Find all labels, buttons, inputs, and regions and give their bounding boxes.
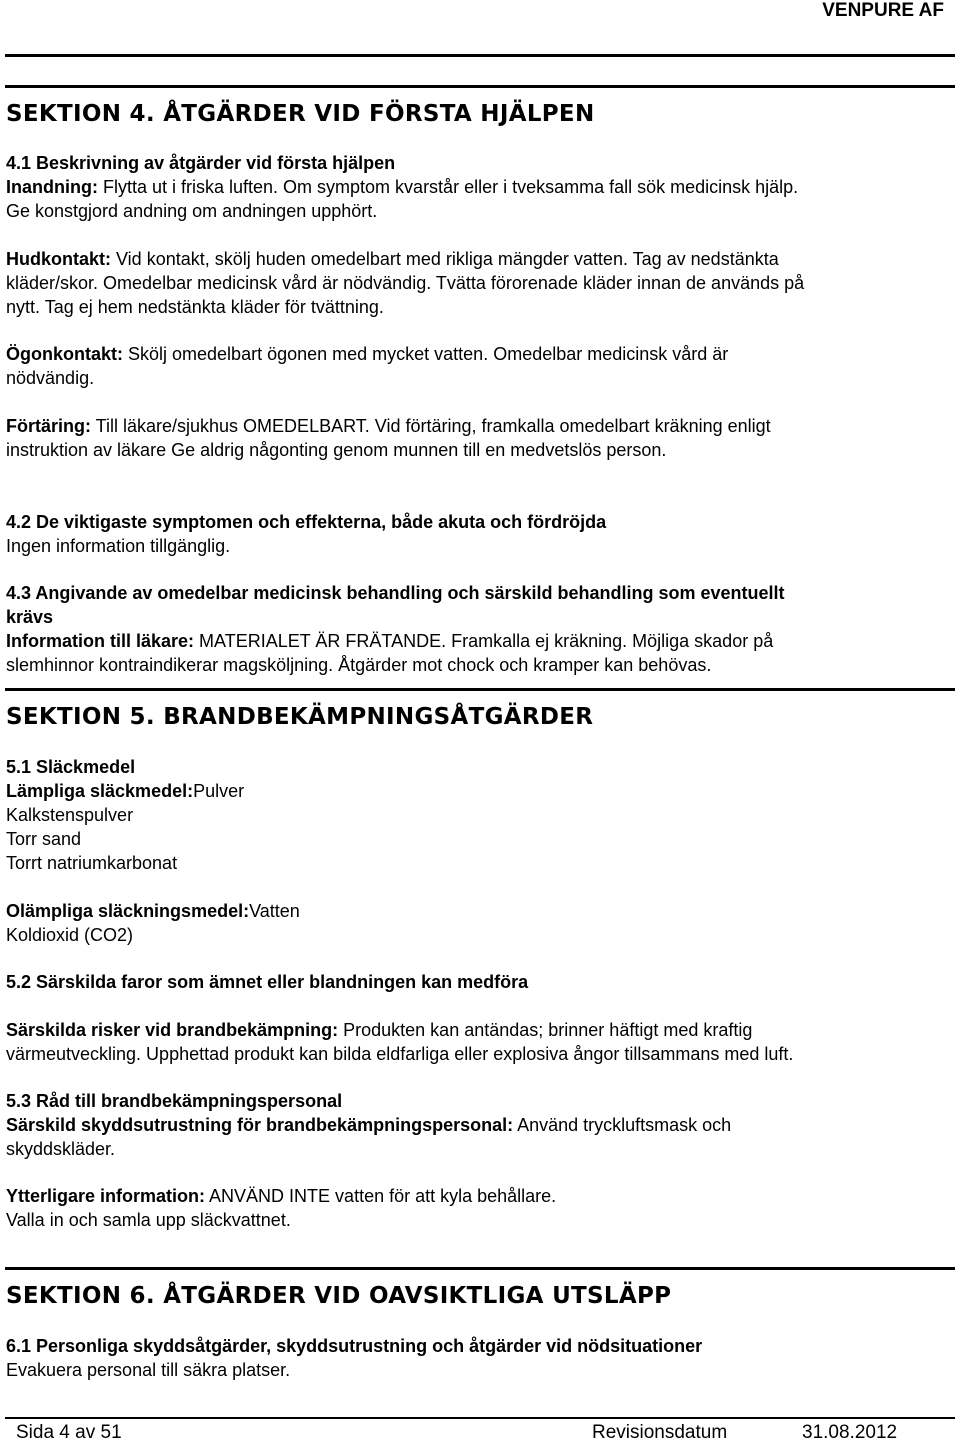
- ogonkontakt-label: Ögonkontakt:: [6, 344, 123, 364]
- s6-1-text: Evakuera personal till säkra platser.: [6, 1360, 291, 1380]
- hudkontakt-text-1: Vid kontakt, skölj huden omedelbart med rikliga mängder vatten. Tag av nedstänkta: [111, 249, 779, 269]
- fortaring-label: Förtäring:: [6, 416, 91, 436]
- skydd-line-1: [6, 1113, 731, 1137]
- lampliga-line-1: [6, 779, 244, 803]
- olampliga-line-2: Koldioxid (CO2): [6, 925, 134, 945]
- hudkontakt-label: Hudkontakt:: [6, 249, 111, 269]
- section-5-title: SEKTION 5. BRANDBEKÄMPNINGSÅTGÄRDER: [6, 704, 594, 730]
- s4-1-heading: 4.1 Beskrivning av åtgärder vid första hjälpen: [6, 153, 396, 173]
- ytterligare-text-1: ANVÄND INTE vatten för att kyla behållare.: [205, 1186, 557, 1206]
- fortaring-text-1: Till läkare/sjukhus OMEDELBART. Vid förtäring, framkalla omedelbart kräkning enligt: [91, 416, 771, 436]
- footer-page-number: Sida 4 av 51: [16, 1422, 122, 1443]
- skydd-text-1: Använd tryckluftsmask och: [513, 1115, 732, 1135]
- lampliga-text-1: Pulver: [193, 781, 245, 801]
- lampliga-line-2: Kalkstenspulver: [6, 805, 134, 825]
- inandning-line-2: Ge konstgjord andning om andningen upphört.: [6, 201, 378, 221]
- ytterligare-line-2: Valla in och samla upp släckvattnet.: [6, 1210, 291, 1230]
- section-6-top-rule: [5, 1267, 955, 1270]
- ytterligare-label: Ytterligare information:: [6, 1186, 206, 1206]
- info-lakare-line-1: [6, 629, 773, 653]
- header-brand: VENPURE AF: [822, 0, 944, 21]
- header-rule: [5, 54, 955, 57]
- ogonkontakt-text-1: Skölj omedelbart ögonen med mycket vatten. Omedelbar medicinsk vård är: [123, 344, 729, 364]
- inandning-line-1: [6, 175, 798, 199]
- ytterligare-line-1: [6, 1184, 556, 1208]
- olampliga-text-1: Vatten: [249, 901, 300, 921]
- section-4-top-rule: [5, 85, 955, 88]
- fortaring-line-2: instruktion av läkare Ge aldrig någonting genom munnen till en medvetslös person.: [6, 440, 667, 460]
- olampliga-line-1: [6, 899, 300, 923]
- risker-text-1: Produkten kan antändas; brinner häftigt med kraftig: [338, 1020, 753, 1040]
- s4-2-heading: 4.2 De viktigaste symptomen och effekterna, både akuta och fördröjda: [6, 512, 607, 532]
- olampliga-label: Olämpliga släckningsmedel:: [6, 901, 250, 921]
- section-4-title: SEKTION 4. ÅTGÄRDER VID FÖRSTA HJÄLPEN: [6, 101, 595, 127]
- info-lakare-text-1: MATERIALET ÄR FRÄTANDE. Framkalla ej kräkning. Möjliga skador på: [194, 631, 774, 651]
- risker-line-2: värmeutveckling. Upphettad produkt kan bilda eldfarliga eller explosiva ångor tillsammans med luft.: [6, 1044, 794, 1064]
- footer-revision-label: Revisionsdatum: [592, 1422, 728, 1443]
- s4-2-text: Ingen information tillgänglig.: [6, 536, 231, 556]
- hudkontakt-line-2: kläder/skor. Omedelbar medicinsk vård är nödvändig. Tvätta förorenade kläder innan de används på: [6, 273, 805, 293]
- s4-3-heading-line-2: krävs: [6, 607, 54, 627]
- risker-label: Särskilda risker vid brandbekämpning:: [6, 1020, 339, 1040]
- s6-1-heading: 6.1 Personliga skyddsåtgärder, skyddsutrustning och åtgärder vid nödsituationer: [6, 1336, 703, 1356]
- hudkontakt-line-3: nytt. Tag ej hem nedstänkta kläder för tvättning.: [6, 297, 384, 317]
- lampliga-line-4: Torrt natriumkarbonat: [6, 853, 178, 873]
- s5-1-heading: 5.1 Släckmedel: [6, 757, 136, 777]
- s5-3-heading: 5.3 Råd till brandbekämpningspersonal: [6, 1091, 343, 1111]
- skydd-line-2: skyddskläder.: [6, 1139, 116, 1159]
- lampliga-line-3: Torr sand: [6, 829, 82, 849]
- ogonkontakt-line-1: [6, 342, 728, 366]
- inandning-text-1: Flytta ut i friska luften. Om symptom kvarstår eller i tveksamma fall sök medicinsk hjälp.: [97, 177, 799, 197]
- section-6-title: SEKTION 6. ÅTGÄRDER VID OAVSIKTLIGA UTSLÄPP: [6, 1283, 672, 1309]
- skydd-label: Särskild skyddsutrustning för brandbekämpningspersonal:: [6, 1115, 514, 1135]
- ogonkontakt-line-2: nödvändig.: [6, 368, 95, 388]
- inandning-label: Inandning:: [6, 177, 98, 197]
- risker-line-1: [6, 1018, 752, 1042]
- hudkontakt-line-1: [6, 247, 779, 271]
- footer-rule: [5, 1417, 955, 1419]
- footer-revision-date: 31.08.2012: [802, 1422, 898, 1443]
- lampliga-label: Lämpliga släckmedel:: [6, 781, 194, 801]
- info-lakare-line-2: slemhinnor kontraindikerar magsköljning. Åtgärder mot chock och kramper kan behövas.: [6, 655, 712, 675]
- fortaring-line-1: [6, 414, 771, 438]
- info-lakare-label: Information till läkare:: [6, 631, 195, 651]
- s4-3-heading-line-1: 4.3 Angivande av omedelbar medicinsk behandling och särskild behandling som eventuellt: [6, 583, 785, 603]
- s5-2-heading: 5.2 Särskilda faror som ämnet eller blandningen kan medföra: [6, 972, 529, 992]
- section-5-top-rule: [5, 688, 955, 691]
